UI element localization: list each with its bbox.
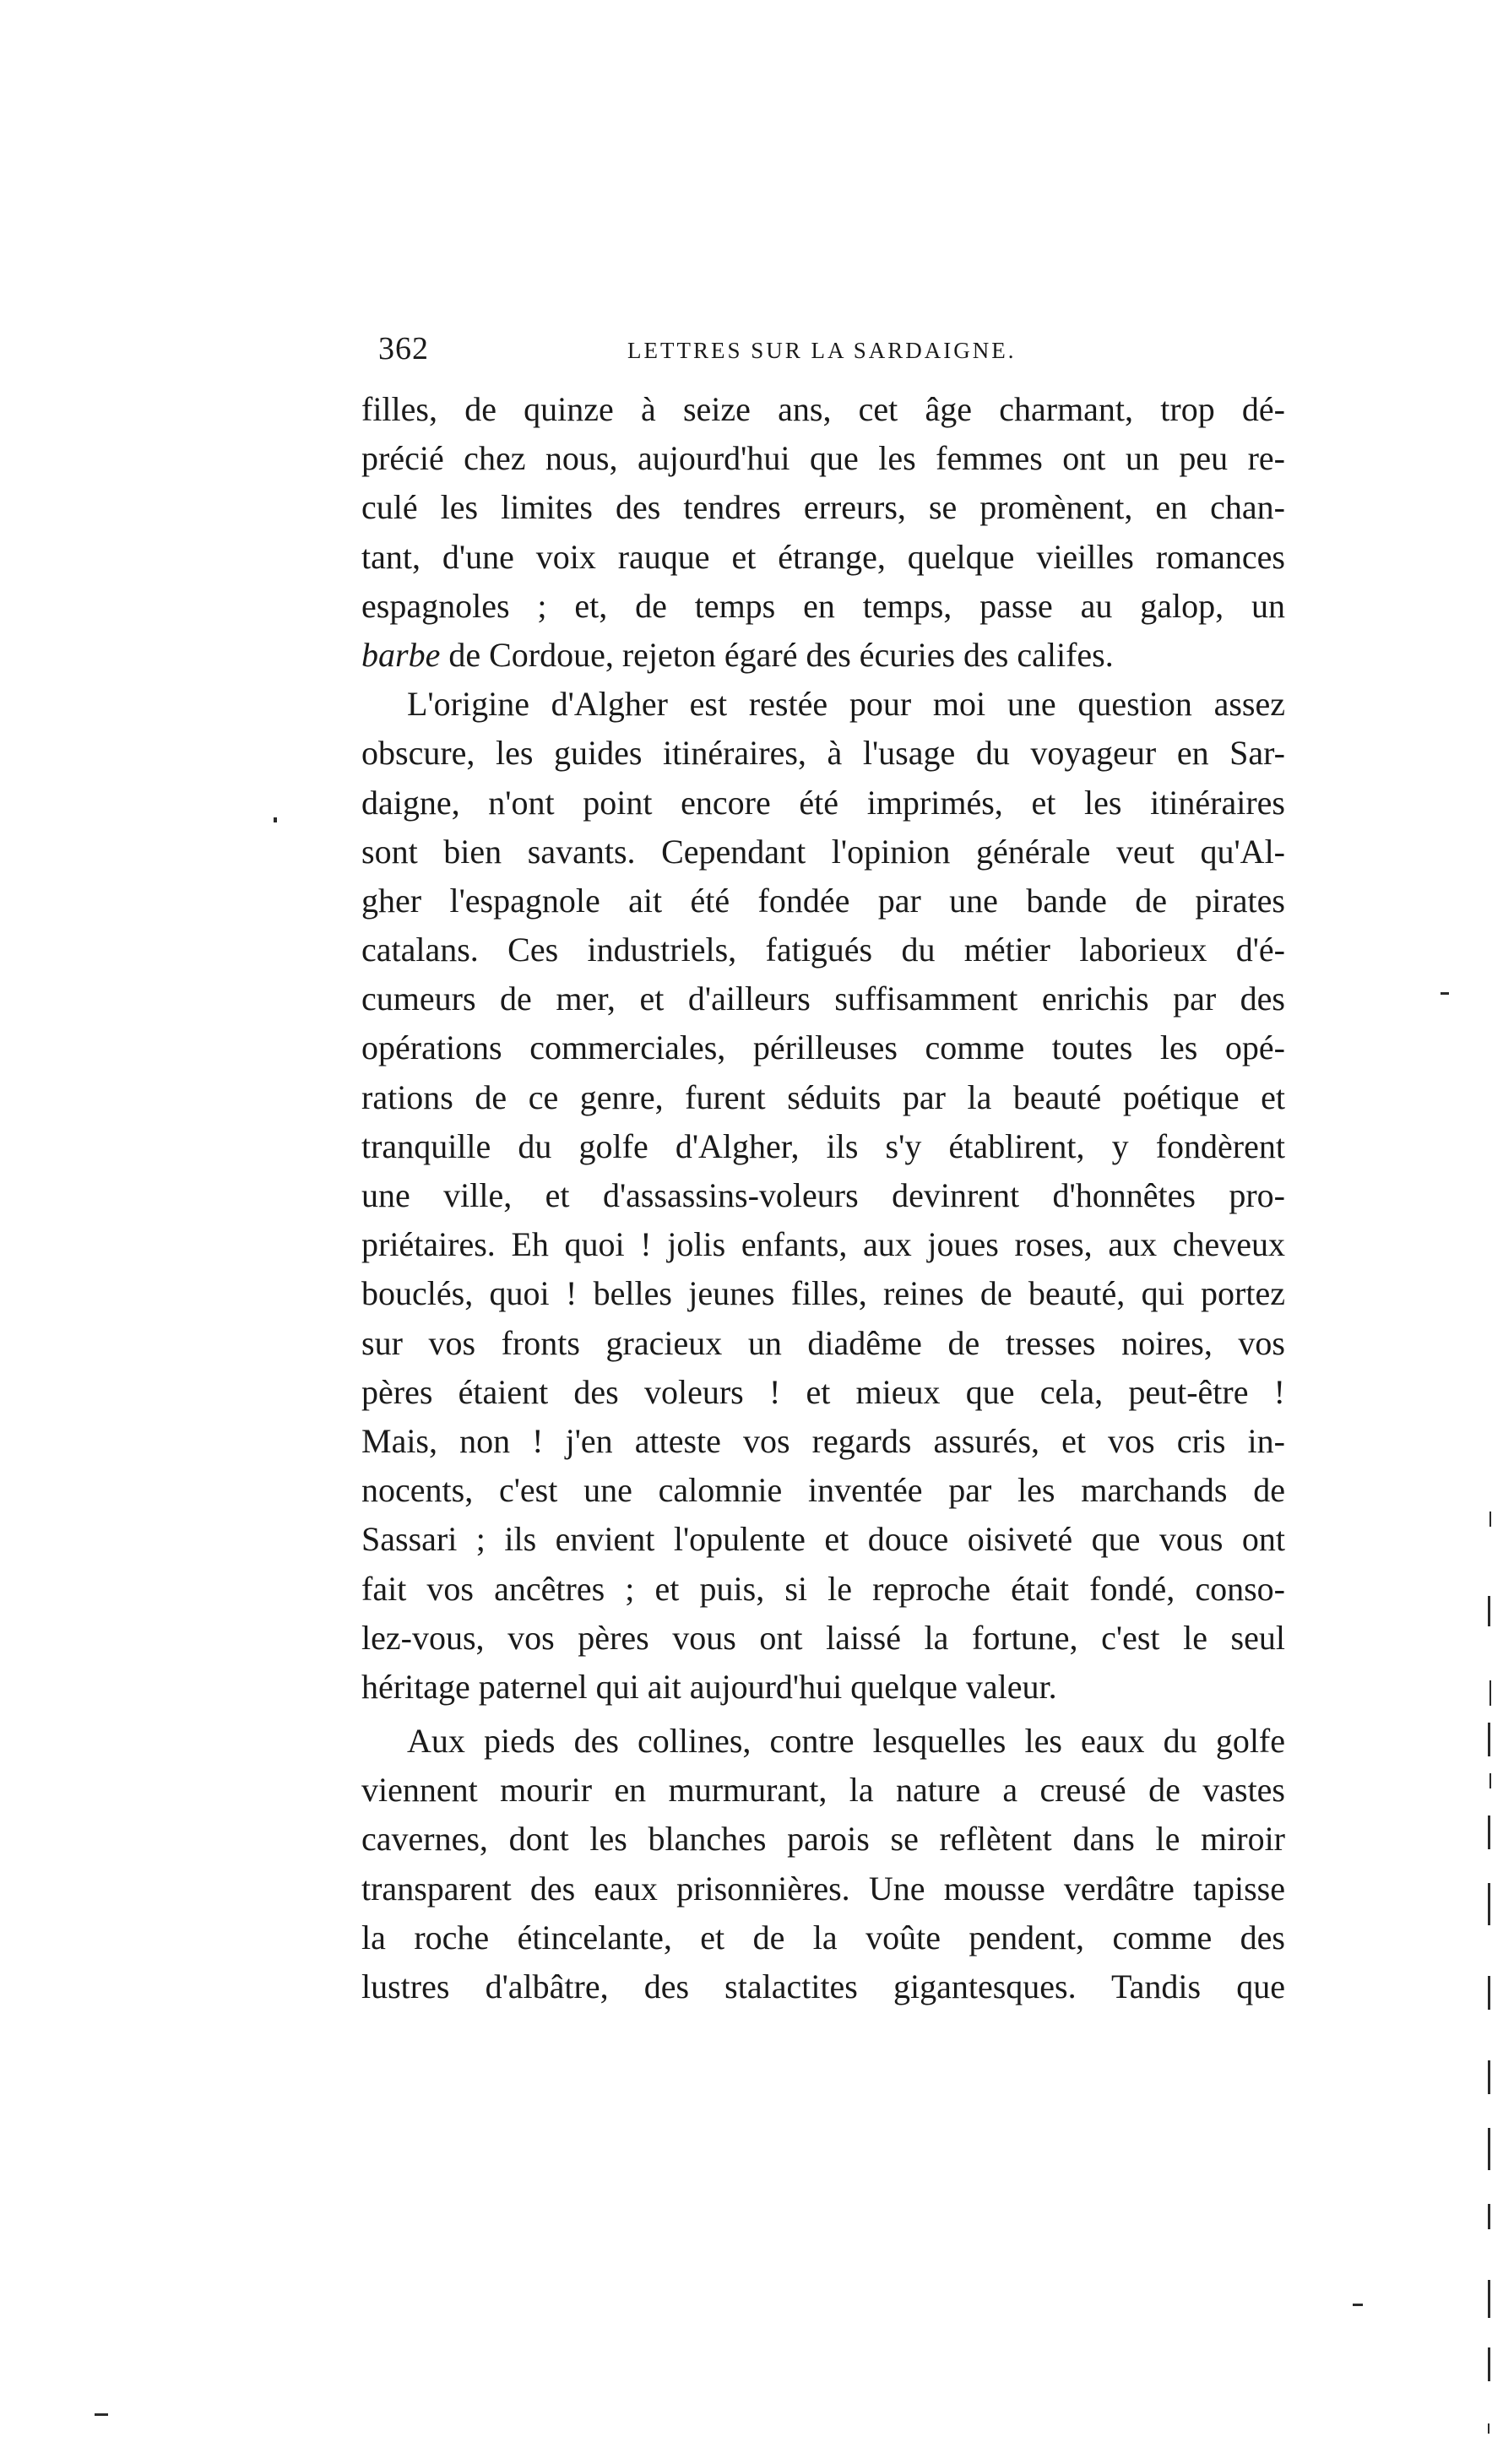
- scan-mark: [1488, 2128, 1490, 2170]
- scan-mark: [1489, 1680, 1491, 1706]
- running-title: LETTRES SUR LA SARDAIGNE.: [627, 338, 1017, 363]
- text-line: cumeurs de mer, et d'ailleurs suffisamment enrichis par des: [361, 980, 1285, 1018]
- text-line-rest: de Cordoue, rejeton égaré des écuries des califes.: [448, 635, 1114, 674]
- text-line: L'origine d'Algher est restée pour moi une question assez: [407, 685, 1285, 724]
- text-line: Mais, non ! j'en atteste vos regards assurés, et vos cris in-: [361, 1421, 1285, 1460]
- text-line: espagnoles ; et, de temps en temps, passe au galop, un: [361, 586, 1285, 625]
- scan-mark: [1488, 1723, 1490, 1756]
- text-line: priétaires. Eh quoi ! jolis enfants, aux joues roses, aux cheveux: [361, 1225, 1285, 1264]
- text-line: obscure, les guides itinéraires, à l'usage du voyageur en Sar-: [361, 734, 1285, 773]
- text-line: daigne, n'ont point encore été imprimés, et les itinéraires: [361, 783, 1285, 822]
- paragraph: [361, 1717, 1285, 2011]
- text-line: viennent mourir en murmurant, la nature a creusé de vastes: [361, 1771, 1285, 1810]
- text-line: tant, d'une voix rauque et étrange, quelque vieilles romances: [361, 537, 1285, 576]
- scan-mark: [1489, 1773, 1491, 1788]
- scan-mark: [1488, 1596, 1490, 1626]
- text-line: opérations commerciales, périlleuses comme toutes les opé-: [361, 1028, 1285, 1067]
- text-line: fait vos ancêtres ; et puis, si le reproche était fondé, conso-: [361, 1569, 1285, 1608]
- scan-mark: [1489, 1512, 1491, 1527]
- scan-mark: [1488, 2347, 1490, 2381]
- body-text: [361, 385, 1285, 2011]
- scan-mark: [1488, 1976, 1490, 2010]
- text-line: culé les limites des tendres erreurs, se promènent, en chan-: [361, 488, 1285, 527]
- scan-mark: [1488, 2060, 1490, 2094]
- text-line: rations de ce genre, furent séduits par la beauté poétique et: [361, 1077, 1285, 1116]
- text-line: cavernes, dont les blanches parois se reflètent dans le miroir: [361, 1820, 1285, 1859]
- text-line: Sassari ; ils envient l'opulente et douce oisiveté que vous ont: [361, 1520, 1285, 1559]
- text-line: la roche étincelante, et de la voûte pendent, comme des: [361, 1918, 1285, 1957]
- paragraph: [361, 680, 1285, 1712]
- scan-mark: [274, 817, 277, 822]
- text-line: gher l'espagnole ait été fondée par une bande de pirates: [361, 881, 1285, 920]
- text-line: une ville, et d'assassins-voleurs devinrent d'honnêtes pro-: [361, 1176, 1285, 1214]
- scan-mark: [1353, 2304, 1363, 2306]
- running-head: [378, 325, 1282, 372]
- text-line: [361, 631, 1285, 680]
- scan-mark: [1488, 1815, 1490, 1849]
- scan-mark: [95, 2413, 108, 2416]
- text-line: sur vos fronts gracieux un diadême de tresses noires, vos: [361, 1323, 1285, 1362]
- text-line: pères étaient des voleurs ! et mieux que cela, peut-être !: [361, 1372, 1285, 1411]
- scan-mark: [1441, 992, 1449, 995]
- page-number: 362: [378, 331, 429, 366]
- scan-mark: [1488, 2280, 1490, 2318]
- text-line: sont bien savants. Cependant l'opinion générale veut qu'Al-: [361, 832, 1285, 871]
- text-line: transparent des eaux prisonnières. Une mousse verdâtre tapisse: [361, 1869, 1285, 1908]
- paragraph: [361, 385, 1285, 680]
- text-line: catalans. Ces industriels, fatigués du métier laborieux d'é-: [361, 931, 1285, 969]
- text-line: héritage paternel qui ait aujourd'hui quelque valeur.: [361, 1667, 1057, 1706]
- text-line: filles, de quinze à seize ans, cet âge charmant, trop dé-: [361, 390, 1285, 428]
- text-line: lez-vous, vos pères vous ont laissé la fortune, c'est le seul: [361, 1618, 1285, 1657]
- text-line: tranquille du golfe d'Algher, ils s'y établirent, y fondèrent: [361, 1126, 1285, 1165]
- text-line: précié chez nous, aujourd'hui que les femmes ont un peu re-: [361, 439, 1285, 478]
- text-line: nocents, c'est une calomnie inventée par les marchands de: [361, 1471, 1285, 1510]
- scan-mark: [1488, 2204, 1490, 2229]
- text-line: Aux pieds des collines, contre lesquelles les eaux du golfe: [407, 1722, 1285, 1761]
- scan-mark: [1488, 2423, 1489, 2434]
- text-line: lustres d'albâtre, des stalactites gigantesques. Tandis que: [361, 1967, 1285, 2005]
- text-line: bouclés, quoi ! belles jeunes filles, reines de beauté, qui portez: [361, 1274, 1285, 1313]
- italic-word: barbe: [361, 635, 441, 674]
- scan-mark: [1488, 1883, 1490, 1925]
